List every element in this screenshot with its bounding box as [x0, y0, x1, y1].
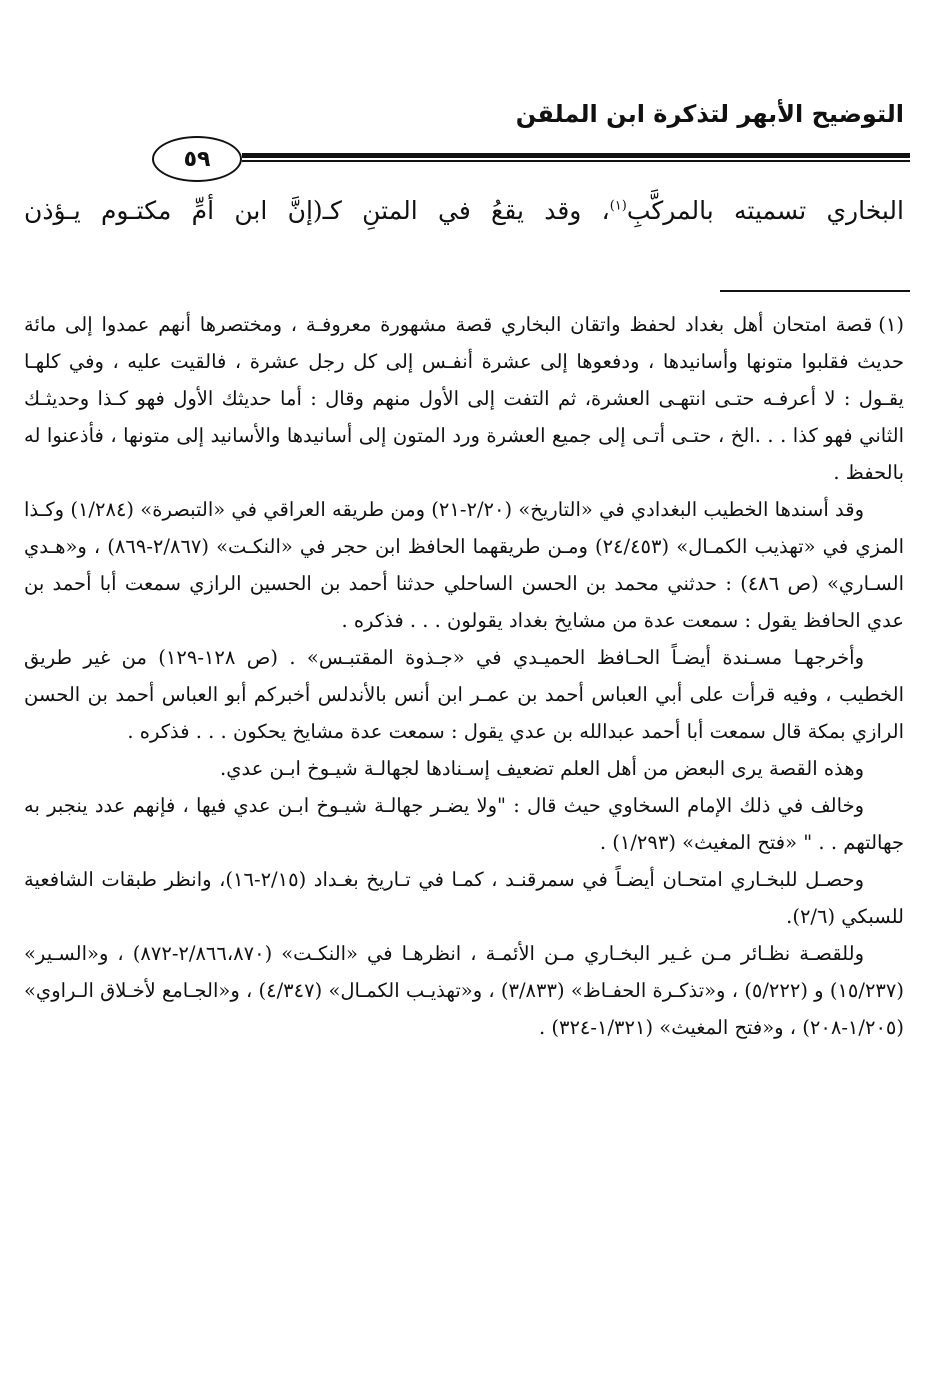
- footnote-marker: (١): [878, 313, 904, 336]
- page-number: [152, 136, 242, 182]
- footnote-paragraph: وأخرجهـا مسـندة أيضـاً الحـافظ الحميـدي في «جـذوة المقتبـس» . (ص ١٢٨-١٢٩) من غير طريق الخطيب ، وفيه قرأت على أبي العباس أحمد بن عمـر ابن أنس بالأندلس أخبركم أبو العباس أحمد بن الحسن الرازي بمكة قال سمعت أبا أحمد عبدالله بن عدي يقول : سمعت عدة مشايخ يحكون . . . فذكره .: [24, 646, 904, 743]
- main-text-line: [24, 196, 904, 225]
- header-rule: [242, 153, 910, 162]
- footnotes-section: [24, 306, 904, 1046]
- footnote-paragraph: وهذه القصة يرى البعض من أهل العلم تضعيف إسـنادها لجهالـة شيـوخ ابـن عدي.: [220, 757, 864, 780]
- page-number-text: ٥٩: [183, 146, 211, 172]
- main-text-after-ref: ، وقد يقعُ في المتنِ كـ(إنَّ ابن أمِّ مكتـوم يـؤذن: [24, 196, 610, 225]
- footnote-paragraph: وخالف في ذلك الإمام السخاوي حيث قال : "ولا يضـر جهالـة شيـوخ ابـن عدي فيها ، فإنهم عدد ينجبر به جهالتهم . . " «فتح المغيث» (١/٢٩٣) .: [24, 794, 904, 854]
- footnote-paragraph: وحصـل للبخـاري امتحـان أيضـاً في سمرقنـد ، كمـا في تـاريخ بغـداد (٢/١٥-١٦)، وانظر طبقات الشافعية للسبكي (٢/٦).: [24, 868, 904, 928]
- footnote-paragraph: وللقصـة نظـائر مـن غـير البخـاري مـن الأئمـة ، انظرهـا في «النكـت» (٢/٨٦٦،٨٧٠-٨٧٢) ، و«السـير» (١٥/٢٣٧) و (٥/٢٢٢) ، و«تذكـرة الحفـاظ» (٣/٨٣٣) ، و«تهذيـب الكمـال» (٤/٣٤٧) ، و«الجـامع لأخـلاق الـراوي» (١/٢٠٥-٢٠٨) ، و«فتح المغيث» (١/٣٢١-٣٢٤) .: [24, 942, 904, 1039]
- running-head-title: التوضيح الأبهر لتذكرة ابن الملقن: [515, 100, 904, 128]
- footnote-paragraph: [24, 306, 904, 491]
- header-rule-thick: [242, 153, 910, 158]
- main-text-before-ref: البخاري تسميته بالمركَّبِ: [626, 196, 904, 225]
- footnote-separator: [720, 290, 910, 292]
- footnote-reference: (١): [609, 198, 627, 214]
- footnote-text: قصة امتحان أهل بغداد لحفظ واتقان البخاري قصة مشهورة معروفـة ، ومختصرها أنهم عمدوا إلى مائة حديث فقلبوا متونها وأسانيدها ، ودفعوها إلى عشرة أنفـس إلى كل رجل عشرة ، فالقيت عليه ، وفي كلهـا يقـول : لا أعرفـه حتـى انتهـى العشرة، ثم التفت إلى الأول منهم وقال : أما حديثك الأول فهو كـذا وحديثـك الثاني فهو كذا . . .الخ ، حتـى أتـى إلى جميع العشرة ورد المتون إلى أسانيدها والأسانيد إلى متونها ، فأذعنوا له بالحفظ .: [24, 313, 904, 484]
- footnote-paragraph: وقد أسندها الخطيب البغدادي في «التاريخ» (٢/٢٠-٢١) ومن طريقه العراقي في «التبصرة» (١/٢٨٤) وكـذا المزي في «تهذيب الكمـال» (٢٤/٤٥٣) ومـن طريقهما الحافظ ابن حجر في «النكـت» (٢/٨٦٧-٨٦٩) ، و«هـدي السـاري» (ص ٤٨٦) : حدثني محمد بن الحسن الساحلي حدثنا أحمد بن الحسين الرازي سمعت أبا أحمد بن عدي الحافظ يقول : سمعت عدة من مشايخ بغداد يقولون . . . فذكره .: [24, 498, 904, 632]
- header-rule-thin: [242, 160, 910, 162]
